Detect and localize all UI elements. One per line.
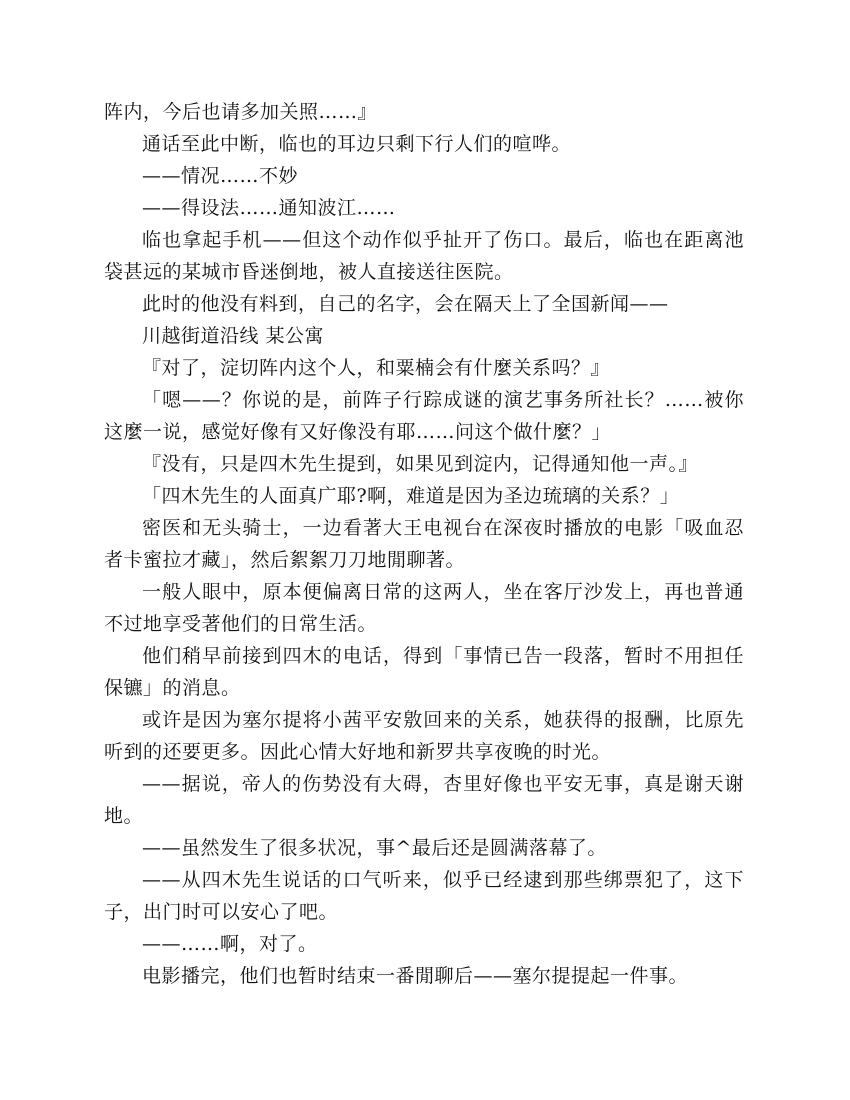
paragraph: ——虽然发生了很多状况，事^最后还是圆满落幕了。 xyxy=(142,837,607,859)
paragraph: ——……啊，对了。 xyxy=(142,933,318,955)
paragraph: 通话至此中断，临也的耳边只剩下行人们的喧哗。 xyxy=(142,133,572,155)
paragraph: 他们稍早前接到四木的电话，得到「事情已告一段落，暂时不用担任保镳」的消息。 xyxy=(104,645,744,699)
paragraph: 密医和无头骑士，一边看著大王电视台在深夜时播放的电影「吸血忍者卡蜜拉才藏」，然后絮絮刀刀地閒聊著。 xyxy=(104,517,744,571)
paragraph: 阵内，今后也请多加关照……』 xyxy=(104,101,378,123)
paragraph: 『对了，淀切阵内这个人，和粟楠会有什麼关系吗？』 xyxy=(142,357,611,379)
paragraph: 一般人眼中，原本便偏离日常的这两人，坐在客厅沙发上，再也普通不过地享受著他们的日常生活。 xyxy=(104,581,744,635)
body-text xyxy=(104,96,744,992)
paragraph: 「四木先生的人面真广耶?啊，难道是因为圣边琉璃的关系？」 xyxy=(142,485,680,507)
paragraph: 「嗯——？你说的是，前阵子行踪成谜的演艺事务所社长？……被你这麼一说，感觉好像有又好像没有耶……问这个做什麼？」 xyxy=(104,389,744,443)
paragraph: 临也拿起手机——但这个动作似乎扯开了伤口。最后，临也在距离池袋甚远的某城市昏迷倒地，被人直接送往医院。 xyxy=(104,229,744,283)
paragraph: 『没有，只是四木先生提到，如果见到淀内，记得通知他一声。』 xyxy=(142,453,699,475)
scene-heading: 川越街道沿线 某公寓 xyxy=(142,325,325,347)
paragraph: ——据说，帝人的伤势没有大碍，杏里好像也平安无事，真是谢天谢地。 xyxy=(104,773,744,827)
paragraph: 电影播完，他们也暂时结束一番閒聊后——塞尔提提起一件事。 xyxy=(142,965,689,987)
paragraph: ——从四木先生说话的口气听来，似乎已经逮到那些绑票犯了，这下子，出门时可以安心了吧。 xyxy=(104,869,744,923)
paragraph: ——得设法……通知波江…… xyxy=(142,197,396,219)
paragraph: 或许是因为塞尔提将小茜平安敫回来的关系，她获得的报酬，比原先听到的还要更多。因此心情大好地和新罗共享夜晚的时光。 xyxy=(104,709,744,763)
paragraph: ——情况……不妙 xyxy=(142,165,299,187)
paragraph: 此时的他没有料到，自己的名字，会在隔天上了全国新闻—— xyxy=(142,293,669,315)
